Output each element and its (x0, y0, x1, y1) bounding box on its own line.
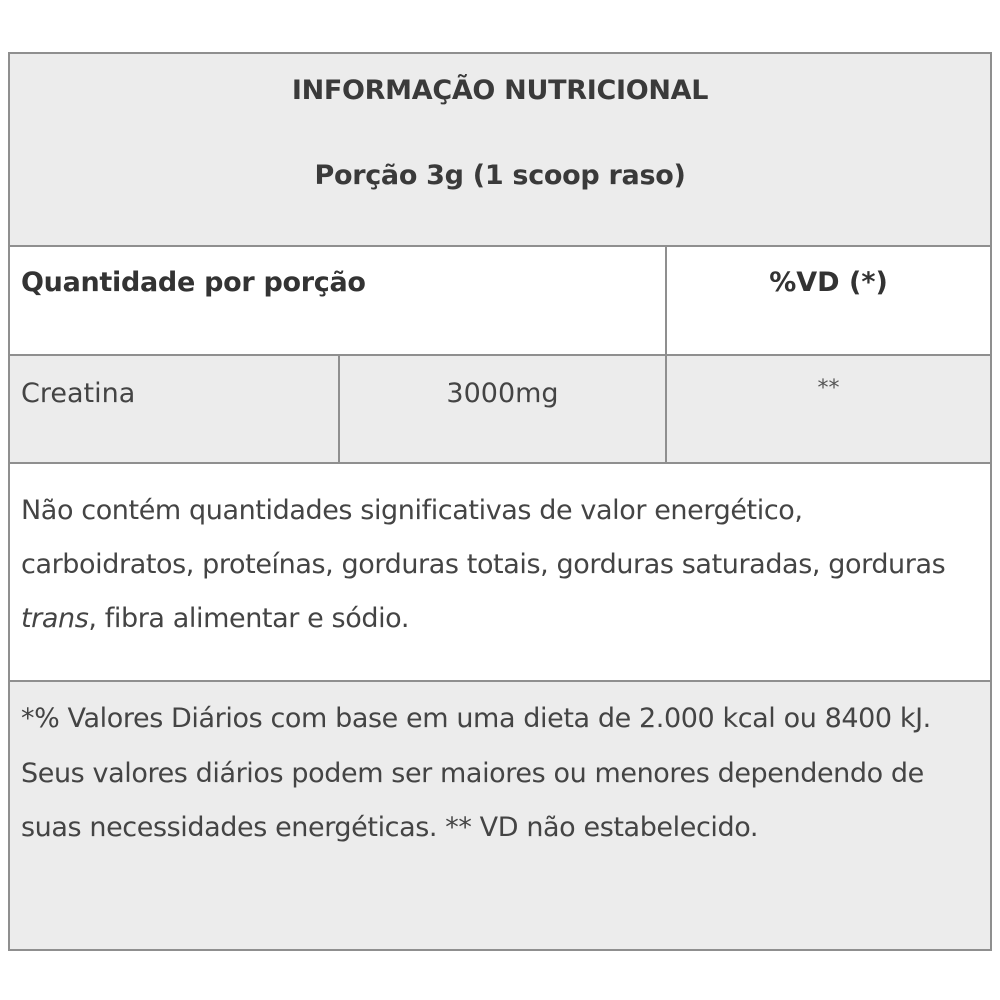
table-title: INFORMAÇÃO NUTRICIONAL (291, 75, 709, 106)
table-row (10, 356, 990, 464)
quantity-per-portion-label: Quantidade por porção (21, 267, 366, 298)
portion-size: Porção 3g (1 scoop raso) (314, 160, 686, 191)
table-header (10, 54, 990, 247)
daily-values-footnote: *% Valores Diários com base em uma dieta de 2.000 kcal ou 8400 kJ. Seus valores diários podem ser maiores ou menores dependendo de suas necessidades energéticas. ** VD não estabelecido. (21, 703, 931, 843)
column-header-row (10, 247, 990, 356)
nutrition-facts-table (8, 52, 992, 951)
nutrition-note-text: Não contém quantidades significativas de valor energético, carboidratos, proteínas, gorduras totais, gorduras saturadas, gorduras (21, 495, 946, 580)
nutrient-vd-cell (665, 356, 990, 462)
vd-header-cell (665, 247, 990, 354)
footnote-row (10, 682, 990, 949)
nutrient-name: Creatina (21, 378, 136, 409)
nutrient-amount: 3000mg (446, 378, 559, 409)
vd-header-label: %VD (*) (769, 267, 888, 298)
nutrient-vd: ** (817, 376, 840, 401)
nutrient-amount-cell (338, 356, 665, 462)
nutrition-note (21, 484, 971, 646)
nutrition-note-text-end: , fibra alimentar e sódio. (88, 603, 409, 634)
nutrition-note-row (10, 464, 990, 682)
nutrition-note-italic: trans (21, 603, 89, 634)
